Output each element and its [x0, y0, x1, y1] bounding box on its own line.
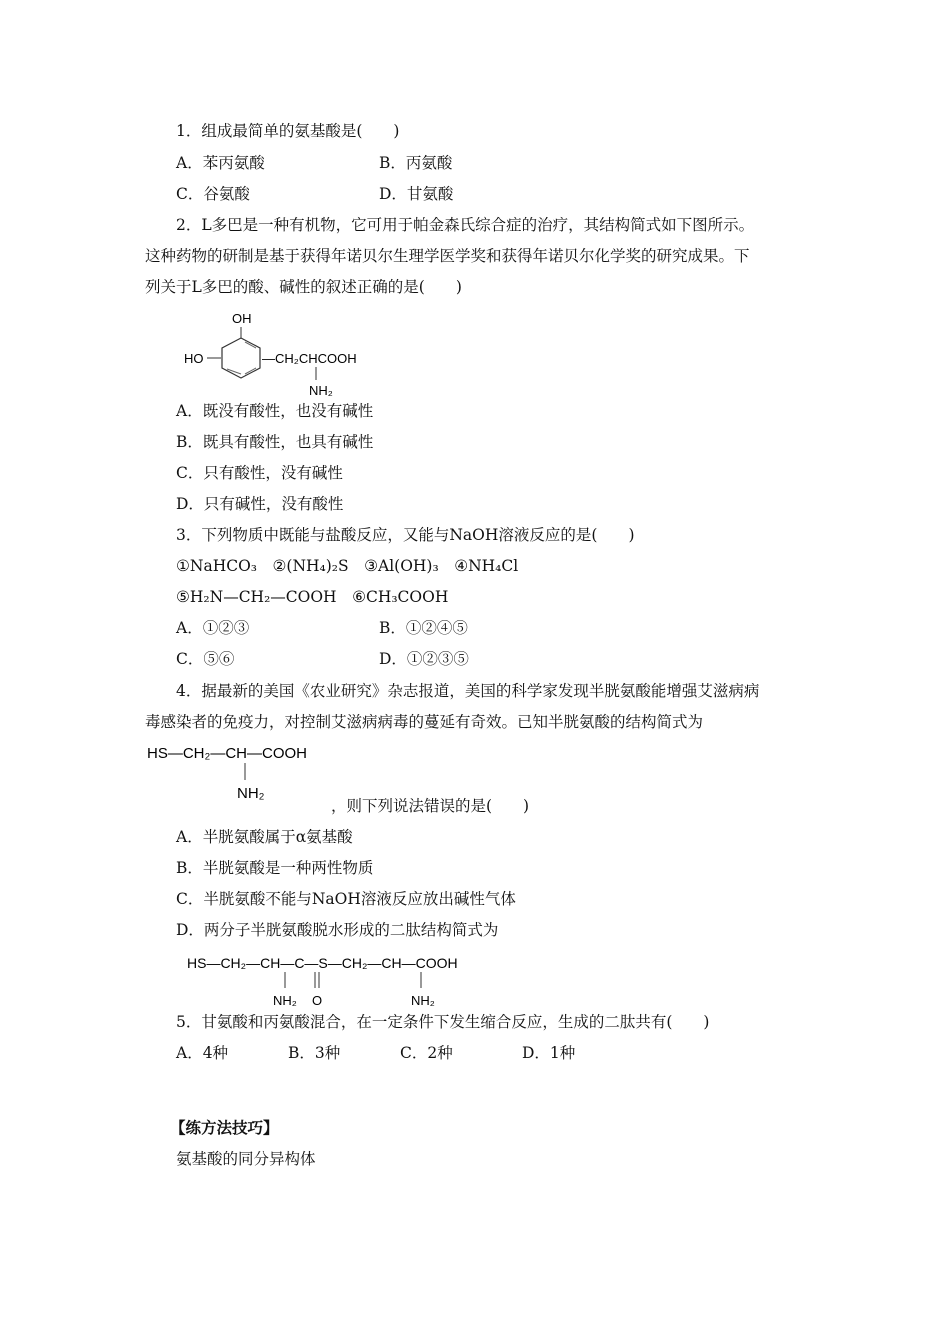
q4-stem-line1: 4．据最新的美国《农业研究》杂志报道，美国的科学家发现半胱氨酸能增强艾滋病病	[176, 682, 760, 700]
q2-stem-line3: 列关于L多巴的酸、碱性的叙述正确的是( )	[145, 278, 462, 296]
cysteine-main-chain: HS—CH₂—CH—COOH	[147, 745, 307, 762]
q5-option-b: B．3种	[288, 1044, 341, 1062]
q1-option-a: A．苯丙氨酸	[176, 154, 265, 172]
q3-items-line2: ⑤H₂N—CH₂—COOH ⑥CH₃COOH	[176, 588, 449, 606]
q2-stem-line2: 这种药物的研制是基于获得年诺贝尔生理学医学奖和获得年诺贝尔化学奖的研究成果。下	[145, 247, 750, 265]
q4-option-b: B．半胱氨酸是一种两性物质	[176, 859, 374, 877]
dipeptide-nh2-b-label: NH₂	[411, 993, 435, 1008]
l-dopa-ho-label: HO	[184, 351, 204, 366]
cysteine-structure	[145, 740, 355, 802]
q5-option-a: A．4种	[176, 1044, 229, 1062]
q1-option-d: D．甘氨酸	[379, 185, 454, 203]
q4-option-c: C．半胱氨酸不能与NaOH溶液反应放出碱性气体	[176, 890, 516, 908]
q5-stem: 5．甘氨酸和丙氨酸混合，在一定条件下发生缩合反应，生成的二肽共有( )	[176, 1013, 710, 1031]
q1-stem: 1．组成最简单的氨基酸是( )	[176, 122, 400, 140]
q3-stem: 3．下列物质中既能与盐酸反应，又能与NaOH溶液反应的是( )	[176, 526, 635, 544]
q3-option-a: A．①②③	[176, 619, 250, 637]
l-dopa-nh2-label: NH₂	[309, 383, 333, 398]
q4-option-d: D．两分子半胱氨酸脱水形成的二肽结构简式为	[176, 921, 499, 939]
q4-stem-line3: ，则下列说法错误的是( )	[331, 797, 530, 815]
l-dopa-oh-label: OH	[232, 311, 252, 326]
benzene-ring	[222, 338, 260, 378]
dipeptide-o-label: O	[312, 993, 323, 1008]
l-dopa-structure	[180, 308, 390, 400]
q3-option-c: C．⑤⑥	[176, 650, 235, 668]
q2-stem-line1: 2．L多巴是一种有机物，它可用于帕金森氏综合症的治疗，其结构简式如下图所示。	[176, 216, 755, 234]
q2-option-b: B．既具有酸性，也具有碱性	[176, 433, 374, 451]
q1-option-c: C．谷氨酸	[176, 185, 250, 203]
q3-items-line1: ①NaHCO₃ ②(NH₄)₂S ③Al(OH)₃ ④NH₄Cl	[176, 557, 519, 575]
dipeptide-nh2-a-label: NH₂	[273, 993, 297, 1008]
q2-option-d: D．只有碱性，没有酸性	[176, 495, 344, 513]
q3-option-d: D．①②③⑤	[379, 650, 469, 668]
dipeptide-main-chain: HS—CH₂—CH—C—S—CH₂—CH—COOH	[187, 955, 458, 971]
cysteine-nh2-label: NH₂	[237, 785, 265, 802]
q3-option-b: B．①②④⑤	[379, 619, 468, 637]
q4-stem-line2: 毒感染者的免疫力，对控制艾滋病病毒的蔓延有奇效。已知半胱氨酸的结构简式为	[145, 713, 704, 731]
q1-option-b: B．丙氨酸	[379, 154, 453, 172]
section-subheading: 氨基酸的同分异构体	[176, 1150, 316, 1168]
q5-option-c: C．2种	[400, 1044, 453, 1062]
q5-option-d: D．1种	[522, 1044, 576, 1062]
section-heading: 【练方法技巧】	[170, 1118, 279, 1137]
dipeptide-structure	[185, 950, 515, 1010]
q2-option-c: C．只有酸性，没有碱性	[176, 464, 343, 482]
q4-option-a: A．半胱氨酸属于α氨基酸	[176, 828, 353, 846]
q2-option-a: A．既没有酸性，也没有碱性	[176, 402, 374, 420]
l-dopa-chain-label: —CH₂CHCOOH	[262, 351, 357, 366]
